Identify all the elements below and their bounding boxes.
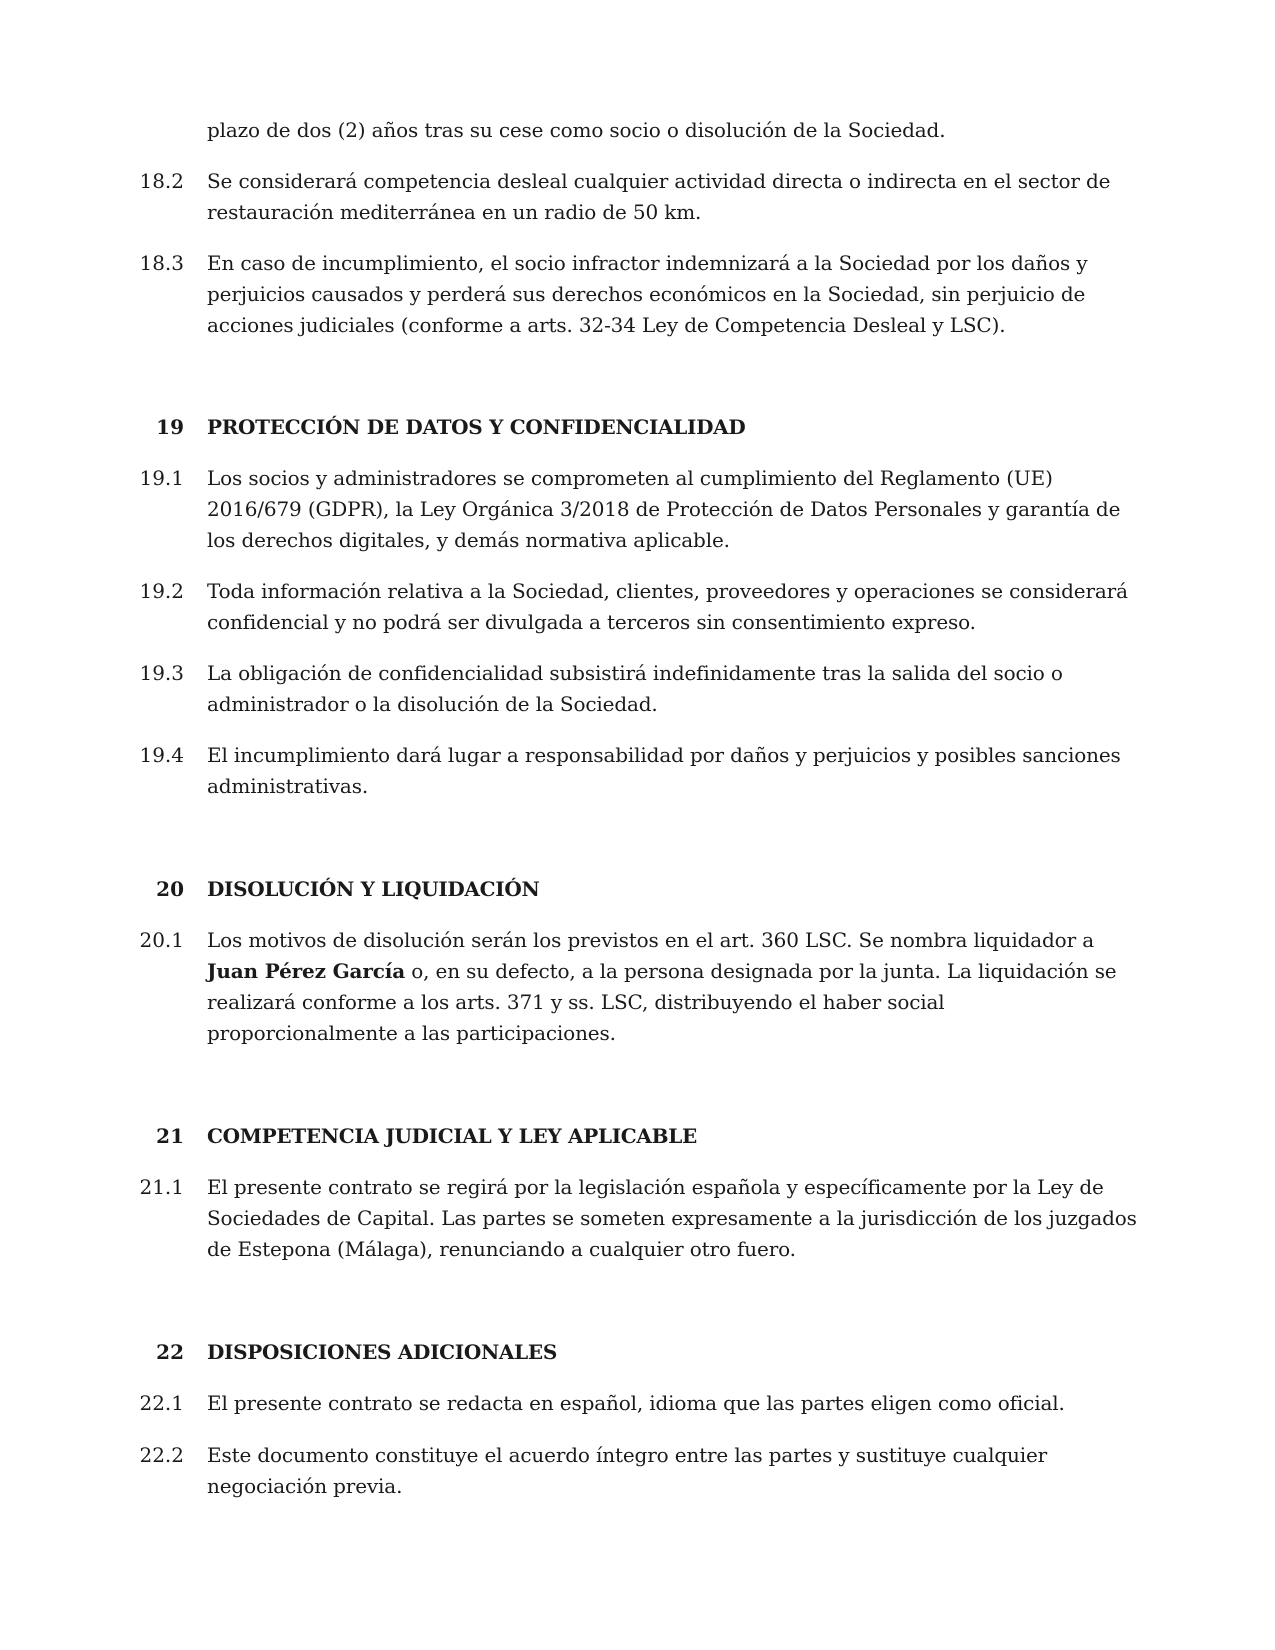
clause-number: 20.1 [139, 928, 184, 952]
clause-number: 21.1 [139, 1175, 184, 1199]
clause-text-end: o, en su defecto, a la persona designada por la junta. La liquidación se realizará conforme a los arts. 371 y ss. LSC, distribuyendo el haber social proporcionalmente a las participaciones. [207, 959, 1117, 1045]
clause-text: La obligación de confidencialidad subsistirá indefinidamente tras la salida del socio o administrador o la disolución de la Sociedad. [207, 661, 1063, 716]
clause-text [207, 925, 1137, 1049]
section-title: PROTECCIÓN DE DATOS Y CONFIDENCIALIDAD [207, 415, 746, 439]
section-number: 21 [156, 1124, 184, 1148]
clause-text: El presente contrato se regirá por la legislación española y específicamente por la Ley de Sociedades de Capital. Las partes se someten expresamente a la jurisdicción de los juzgados de Estepona (Málaga), renunciando a cualquier otro fuero. [207, 1175, 1137, 1261]
clause-text: Se considerará competencia desleal cualquier actividad directa o indirecta en el sector de restauración mediterránea en un radio de 50 km. [207, 169, 1111, 224]
clause-text: El incumplimiento dará lugar a responsabilidad por daños y perjuicios y posibles sanciones administrativas. [207, 743, 1121, 798]
clause-number: 18.3 [139, 251, 184, 275]
clause-number: 19.3 [139, 661, 184, 685]
clause-text: Este documento constituye el acuerdo íntegro entre las partes y sustituye cualquier negociación previa. [207, 1443, 1048, 1498]
section-title: COMPETENCIA JUDICIAL Y LEY APLICABLE [207, 1124, 697, 1148]
clause-text-start: Los motivos de disolución serán los previstos en el art. 360 LSC. Se nombra liquidador a [207, 928, 1094, 952]
clause-number: 22.1 [139, 1391, 184, 1415]
clause-text: plazo de dos (2) años tras su cese como socio o disolución de la Sociedad. [207, 118, 946, 142]
section-number: 19 [156, 415, 184, 439]
clause-number: 22.2 [139, 1443, 184, 1467]
clause-number: 18.2 [139, 169, 184, 193]
clause-number: 19.1 [139, 466, 184, 490]
clause-number: 19.2 [139, 579, 184, 603]
section-title: DISOLUCIÓN Y LIQUIDACIÓN [207, 877, 540, 901]
clause-text: Los socios y administradores se comprometen al cumplimiento del Reglamento (UE) 2016/679 (GDPR), la Ley Orgánica 3/2018 de Protección de Datos Personales y garantía de los derechos digitales, y demás normativa aplicable. [207, 466, 1121, 552]
clause-text: El presente contrato se redacta en español, idioma que las partes eligen como oficial. [207, 1391, 1065, 1415]
liquidator-name: Juan Pérez García [207, 959, 406, 983]
clause-number: 19.4 [139, 743, 184, 767]
clause-text: Toda información relativa a la Sociedad, clientes, proveedores y operaciones se considerará confidencial y no podrá ser divulgada a terceros sin consentimiento expreso. [207, 579, 1128, 634]
clause-text: En caso de incumplimiento, el socio infractor indemnizará a la Sociedad por los daños y perjuicios causados y perderá sus derechos económicos en la Sociedad, sin perjuicio de acciones judiciales (conforme a arts. 32-34 Ley de Competencia Desleal y LSC). [207, 251, 1088, 337]
section-number: 20 [156, 877, 184, 901]
section-title: DISPOSICIONES ADICIONALES [207, 1340, 557, 1364]
section-number: 22 [156, 1340, 184, 1364]
